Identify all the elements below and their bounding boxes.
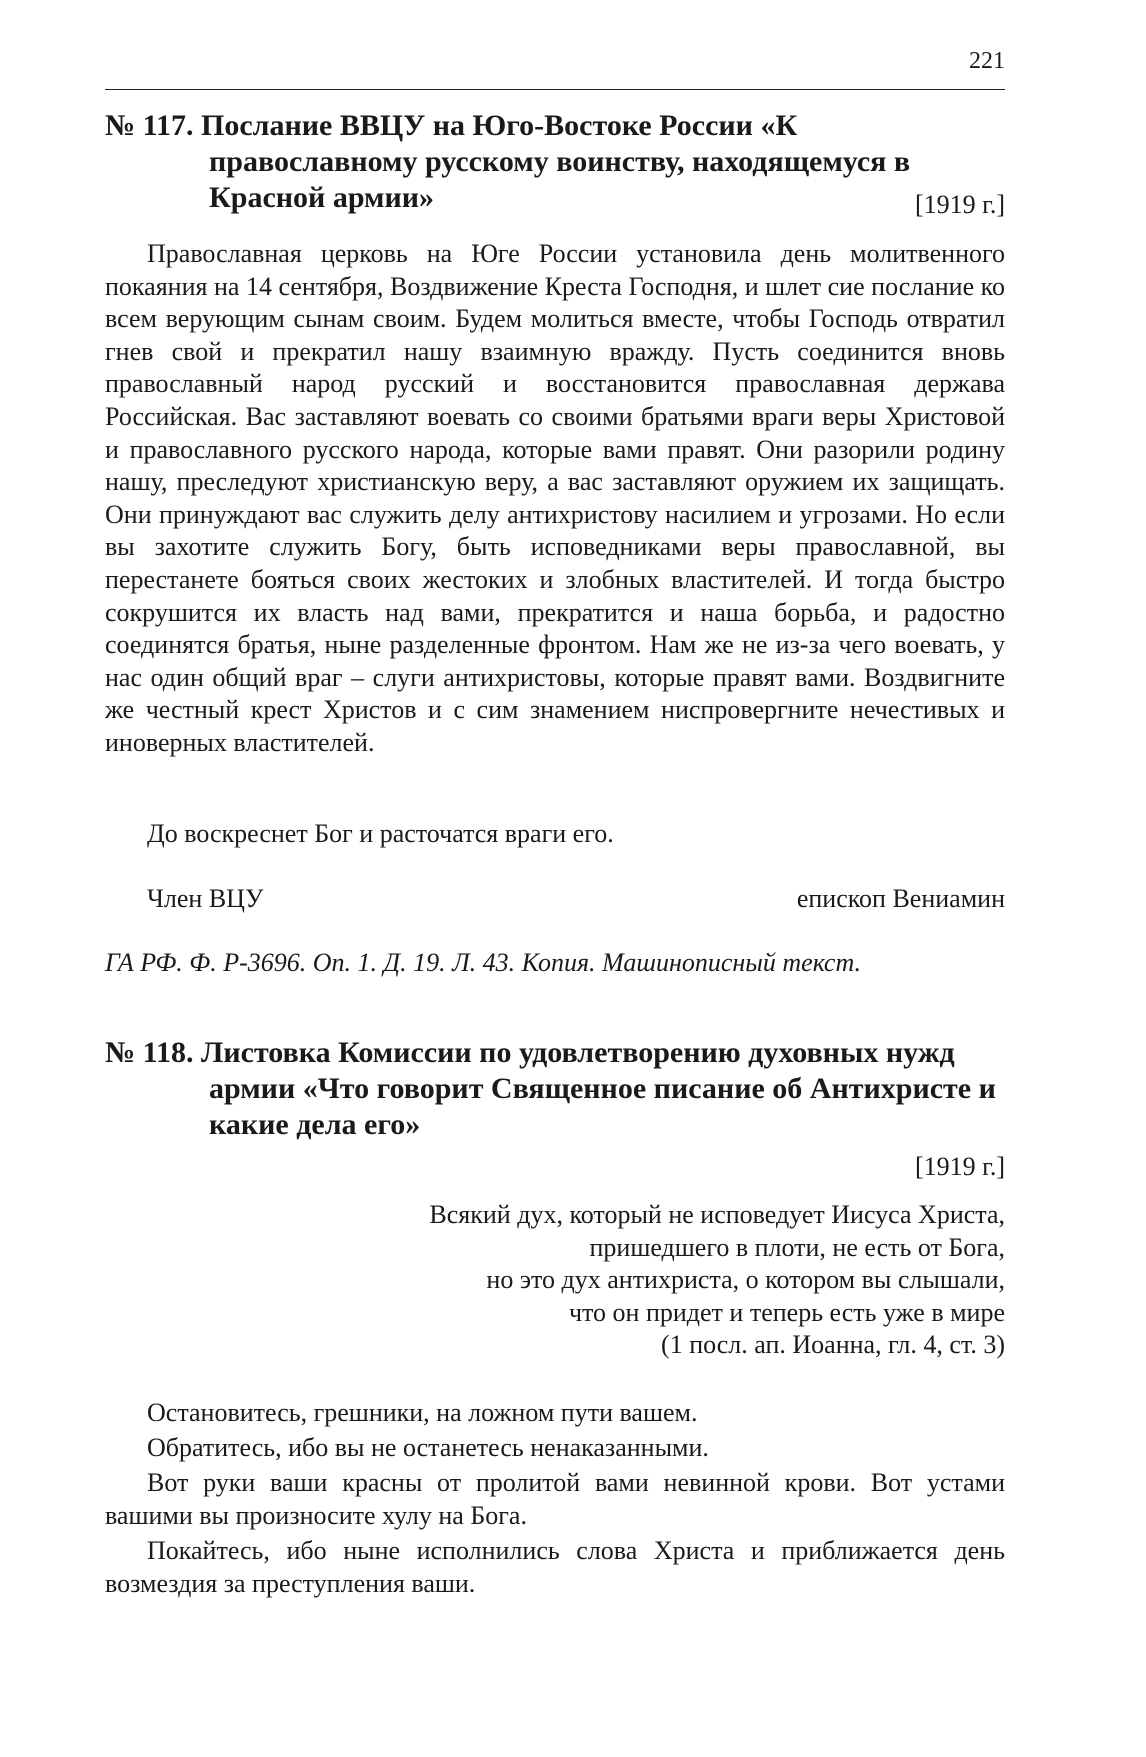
document-117-closing-line: До воскреснет Бог и расточатся враги его. [147, 819, 614, 848]
page-number: 221 [969, 48, 1005, 74]
archive-reference: ГА РФ. Ф. Р-3696. Оп. 1. Д. 19. Л. 43. Копия. Машинописный текст. [105, 948, 862, 977]
document-118-date: [1919 г.] [914, 1152, 1005, 1181]
header-rule [105, 89, 1005, 90]
signatory-position: Член ВЦУ [147, 884, 264, 913]
document-118-heading: № 118. Листовка Комиссии по удовлетворению духовных нужд армии «Что говорит Священное писание об Антихристе и какие дела его» [105, 1036, 996, 1141]
document-118-paragraph-4: Покайтесь, ибо ныне исполнились слова Христа и приближается день возмездия за преступления ваши. [105, 1536, 1005, 1598]
book-page [105, 0, 1005, 1757]
signatory-name: епископ Вениамин [796, 884, 1005, 913]
document-117-body: Православная церковь на Юге России установила день молитвенного покаяния на 14 сентября, Воздвижение Креста Господня, и шлет сие послание ко всем верующим сынам своим. Будем молиться вместе, чтобы Господь отвратил гнев свой и прекратил нашу взаимную вражду. Пусть соединится вновь православный народ русский и восстановится православная держава Российская. Вас заставляют воевать со своими братьями враги веры Христовой и православного русского народа, которые вами правят. Они разорили родину нашу, преследуют христианскую веру, а вас заставляют оружием их защищать. Они принуждают вас служить делу антихристову насилием и угрозами. Но если вы захотите служить Богу, быть исповедниками веры православной, вы перестанете бояться своих жестоких и злобных властителей. И тогда быстро сокрушится их власть над вами, прекратится и наша борьба, и радостно соединятся братья, ныне разделенные фронтом. Нам же не из-за чего воевать, у нас один общий враг – слуги антихристовы, которые правят вами. Воздвигните же честный крест Христов и с сим знамением ниспровергните нечестивых и иноверных властителей. [105, 239, 1005, 757]
document-118-epigraph: Всякий дух, который не исповедует Иисуса Христа, пришедшего в плоти, не есть от Бога, но это дух антихриста, о котором вы слышали, что он придет и теперь есть уже в мире (1 посл. ап. Иоанна, гл. 4, ст. 3) [429, 1200, 1005, 1359]
document-117-heading: № 117. Послание ВВЦУ на Юго-Востоке России «К православному русскому воинству, находящемуся в Красной армии» [105, 109, 911, 214]
document-118-paragraph-2: Обратитесь, ибо вы не останетесь ненаказанными. [147, 1433, 709, 1462]
document-118-paragraph-3: Вот руки ваши красны от пролитой вами невинной крови. Вот устами вашими вы произносите хулу на Бога. [105, 1468, 1005, 1530]
document-117-date: [1919 г.] [914, 190, 1005, 219]
document-118-paragraph-1: Остановитесь, грешники, на ложном пути вашем. [147, 1398, 698, 1427]
